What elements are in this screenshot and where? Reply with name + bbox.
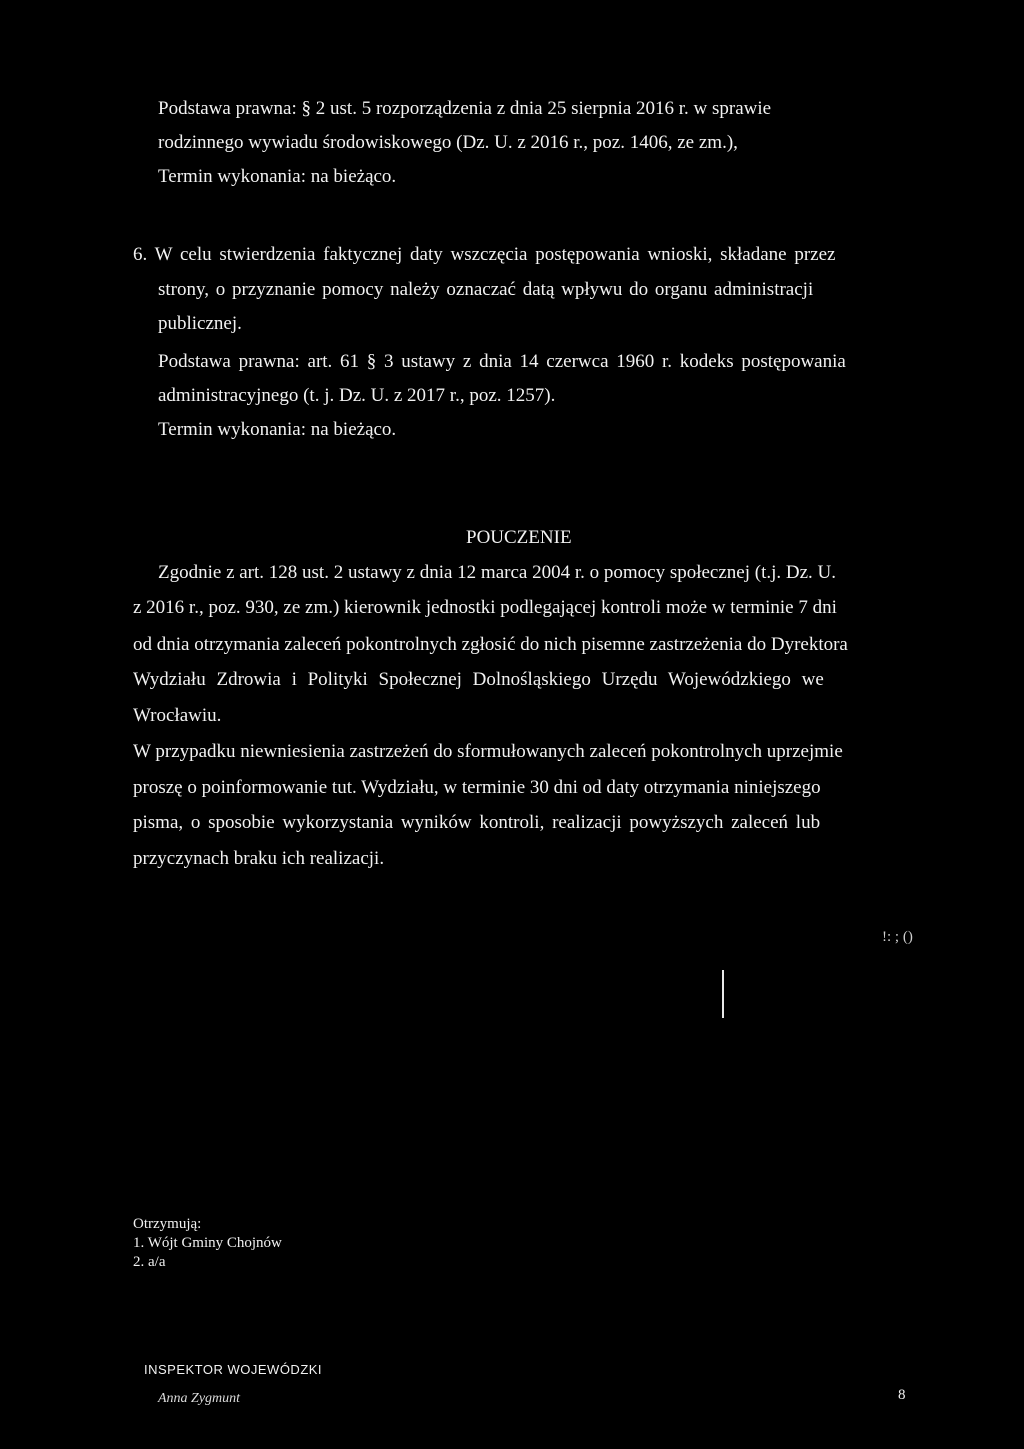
- section6-deadline: Termin wykonania: na bieżąco.: [158, 419, 397, 440]
- section6-basis-line1: Podstawa prawna: art. 61 § 3 ustawy z dnia 14 czerwca 1960 r. kodeks postępowania: [158, 351, 846, 372]
- recipients-heading: Otrzymują:: [133, 1216, 202, 1232]
- pouczenie-line: Zgodnie z art. 128 ust. 2 ustawy z dnia 12 marca 2004 r. o pomocy społecznej (t.j. Dz. U.: [158, 562, 837, 583]
- section6-line2: strony, o przyznanie pomocy należy oznaczać datą wpływu do organu administracji: [158, 279, 814, 300]
- section6-basis-line2: administracyjnego (t. j. Dz. U. z 2017 r., poz. 1257).: [158, 385, 556, 406]
- section6-line3: publicznej.: [158, 313, 242, 334]
- pouczenie-line: W przypadku niewniesienia zastrzeżeń do sformułowanych zaleceń pokontrolnych uprzejmie: [133, 741, 843, 762]
- section5-basis-line2: rodzinnego wywiadu środowiskowego (Dz. U. z 2016 r., poz. 1406, ze zm.),: [158, 132, 738, 153]
- scan-mark: !: ; (): [882, 929, 913, 945]
- pouczenie-line: pisma, o sposobie wykorzystania wyników kontroli, realizacji powyższych zaleceń lub: [133, 812, 821, 833]
- signature-stroke: [722, 970, 724, 1018]
- official-stamp: INSPEKTOR WOJEWÓDZKI: [144, 1362, 323, 1377]
- pouczenie-line: Wydziału Zdrowia i Polityki Społecznej Dolnośląskiego Urzędu Wojewódzkiego we: [133, 669, 824, 690]
- section5-deadline: Termin wykonania: na bieżąco.: [158, 166, 397, 187]
- section5-basis-line1: [158, 97, 908, 121]
- recipient-item: 1. Wójt Gminy Chojnów: [133, 1235, 282, 1251]
- pouczenie-line: z 2016 r., poz. 930, ze zm.) kierownik jednostki podlegającej kontroli może w terminie 7 dni: [133, 597, 837, 618]
- pouczenie-line: proszę o poinformowanie tut. Wydziału, w terminie 30 dni od daty otrzymania niniejszego: [133, 777, 821, 798]
- recipient-item: 2. a/a: [133, 1254, 166, 1270]
- text: Podstawa prawna: § 2 ust. 5 rozporządzenia z dnia 25 sierpnia 2016 r. w sprawie: [158, 98, 772, 119]
- signature: Anna Zygmunt: [158, 1391, 241, 1406]
- pouczenie-line: przyczynach braku ich realizacji.: [133, 848, 385, 869]
- pouczenie-heading: POUCZENIE: [466, 527, 572, 548]
- pouczenie-line: od dnia otrzymania zaleceń pokontrolnych zgłosić do nich pisemne zastrzeżenia do Dyrektora: [133, 634, 848, 655]
- section6-line1: 6. W celu stwierdzenia faktycznej daty wszczęcia postępowania wnioski, składane przez: [133, 244, 836, 265]
- page-number: 8: [898, 1387, 906, 1403]
- pouczenie-line: Wrocławiu.: [133, 705, 222, 726]
